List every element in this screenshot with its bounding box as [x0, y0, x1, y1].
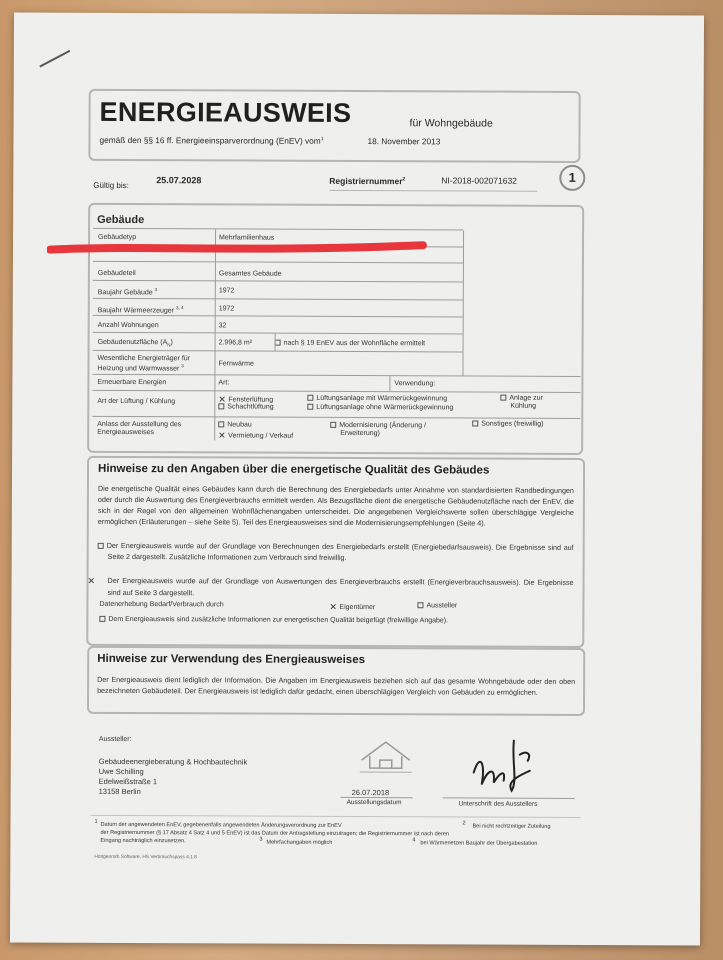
- checkbox-icon: [417, 602, 423, 608]
- building-section-title: Gebäude: [97, 213, 145, 227]
- label-ventilation: Art der Lüftung / Kühlung: [97, 397, 176, 406]
- footnote-1-number: 1: [94, 818, 98, 825]
- notes-title: Hinweise zu den Angaben über die energetische Qualität des Gebäudes: [98, 462, 490, 477]
- x-mark-icon: ✕: [329, 601, 338, 612]
- value-year-heater: 1972: [218, 305, 235, 313]
- company-stamp-icon: [356, 736, 416, 776]
- valid-date: 25.07.2028: [156, 175, 202, 186]
- registration-label: Registriernummer$^2$: [329, 175, 406, 187]
- option-window-ventilation: ✕ Fensterlüftung: [218, 394, 274, 405]
- issuer-line: 13158 Berlin: [98, 786, 141, 797]
- value-year-building: 1972: [218, 287, 235, 295]
- software-credit: Hottgenroth Software, HS Verbrauchspass 4.1.8: [94, 854, 197, 861]
- signature-label: Unterschrift des Ausstellers: [458, 800, 538, 808]
- law-reference: gemäß den §§ 16 ff. Energieeinsparverordnung (EnEV) vom$^1$: [99, 134, 324, 146]
- footnote-1: Datum der angewendeten EnEV, gegebenenfalls angewendeten Änderungsverordnung zur EnEV: [100, 821, 342, 829]
- usage-title: Hinweise zur Verwendung des Energieausweises: [97, 652, 366, 667]
- issue-date: 26.07.2018: [351, 787, 390, 798]
- checkbox-icon: [307, 395, 313, 401]
- checkbox-icon: [98, 543, 104, 549]
- label-energy-carrier: Wesentliche Energieträger für Heizung und Warmwasser $^3$: [97, 354, 191, 373]
- document-title: ENERGIEAUSWEIS: [99, 96, 352, 128]
- redaction-marker-icon: [47, 239, 427, 257]
- checkbox-icon: [307, 404, 313, 410]
- value-building-part: Gesamtes Gebäude: [218, 270, 282, 278]
- checkbox-icon: [472, 421, 478, 427]
- footnote-4: bei Wärmenetzen Baujahr der Übergabestation: [420, 840, 538, 847]
- checkbox-icon: [99, 616, 105, 622]
- label-year-heater: Baujahr Wärmeerzeuger $^{3, 4}$: [97, 305, 184, 315]
- document-subtitle: für Wohngebäude: [409, 117, 493, 130]
- value-apartments: 32: [218, 322, 227, 330]
- footnote-2-number: 2: [462, 820, 466, 827]
- footnote-2: Bei nicht rechtzeitiger Zuteilung: [472, 823, 551, 830]
- x-mark-icon: ✕: [218, 394, 226, 405]
- value-renewable-use: Verwendung:: [394, 380, 436, 388]
- issue-date-label: Ausstellungsdatum: [346, 798, 402, 807]
- x-mark-icon: ✕: [87, 575, 96, 586]
- option-demand-certificate: Der Energieausweis wurde auf der Grundlage von Berechnungen des Energiebedarfs erstellt (Energiebedarfsausweis). Die Ergebnisse sind auf Seite 2 dargestellt. Zusätzliche Informationen zum Verbrauch sind freiwillig.: [98, 540, 574, 564]
- x-mark-icon: ✕: [218, 430, 226, 441]
- option-issuer: Aussteller: [417, 602, 457, 611]
- signature-icon: [466, 732, 546, 796]
- issuer-label: Aussteller:: [98, 735, 132, 744]
- checkbox-icon: [500, 395, 506, 401]
- option-shaft-ventilation: Schachtlüftung: [218, 403, 273, 412]
- checkbox-icon: [330, 422, 336, 428]
- option-new-build: Neubau: [218, 421, 252, 430]
- option-ventilation-heat-recovery: Lüftungsanlage mit Wärmerückgewinnung: [307, 395, 447, 404]
- label-building-part: Gebäudeteil: [97, 269, 136, 278]
- value-floor-area: 2.996,8 m²: [218, 339, 253, 347]
- notes-paragraph: Die energetische Qualität eines Gebäudes kann durch die Berechnung des Energiebedarfs unter Annahme von standardisierten Randbedingungen oder durch die Auswertung des Energieverbrauchs ermittelt werden. Als Bezugsfläche dient die energetische Gebäudenutzfläche nach der EnEV, die sich in der Regel von den allgemeinen Wohnflächenangaben unterscheidet. Die angegebenen Vergleichswerte sollen überschlägige Vergleiche ermöglichen (Erläuterungen – siehe Seite 5). Teil des Energieausweises sind die Modernisierungsempfehlungen (Seite 4).: [97, 483, 574, 528]
- value-renewable-kind: Art:: [218, 379, 230, 387]
- option-rental-sale: ✕ Vermietung / Verkauf: [218, 430, 294, 441]
- law-date: 18. November 2013: [367, 136, 441, 147]
- energy-certificate-page: [10, 12, 704, 945]
- label-reason: Anlass der Ausstellung des Energieausweises: [97, 420, 182, 437]
- checkbox-icon: [218, 403, 224, 409]
- pen-mark-icon: [36, 45, 76, 75]
- value-energy-carrier: Fernwärme: [218, 360, 254, 368]
- page-number: 1: [559, 165, 585, 191]
- issuer-line: Uwe Schilling: [98, 766, 144, 777]
- label-floor-area: Gebäudenutzfläche $(A_N)$: [97, 338, 173, 348]
- label-apartments: Anzahl Wohnungen: [97, 321, 159, 330]
- label-building-type: Gebäudetyp: [98, 233, 137, 242]
- footnote-3-number: 3: [259, 836, 263, 843]
- option-consumption-certificate: ✕ Der Energieausweis wurde auf der Grundlage von Auswertungen des Energieverbrauchs erstellt (Energieverbrauchsausweis). Die Ergebnisse sind auf Seite 3 dargestellt.: [87, 575, 574, 598]
- option-area-calc: nach § 19 EnEV aus der Wohnfläche ermittelt: [275, 340, 426, 349]
- option-owner: ✕ Eigentümer: [329, 601, 376, 612]
- label-renewable: Erneuerbare Energien: [97, 378, 167, 387]
- footnote-4-number: 4: [412, 837, 416, 844]
- option-cooling: Anlage zur Kühlung: [500, 395, 556, 412]
- checkbox-icon: [218, 421, 224, 427]
- footnote-2-cont: der Registriernummer (§ 17 Absatz 4 Satz 4 und 5 EnEV) ist das Datum der Antragstellung einzutragen; die Registriernummer ist nach deren: [100, 829, 450, 838]
- issuer-line: Gebäudeenergieberatung & Hochbautechnik: [98, 756, 248, 767]
- option-modernisation: Modernisierung (Änderung / Erweiterung): [330, 422, 440, 439]
- registration-number: NI-2018-002071632: [441, 175, 517, 186]
- option-other: Sonstiges (freiwillig): [472, 421, 552, 430]
- data-collection-label: Datenerhebung Bedarf/Verbrauch durch: [99, 600, 224, 609]
- usage-text: Der Energieausweis dient lediglich der Information. Die Angaben im Energieausweis beziehen sich auf das gesamte Wohngebäude oder den oben bezeichneten Gebäudeteil. Der Energieausweis ist lediglich dafür gedacht, einen überschlägigen Vergleich von Gebäuden zu ermöglichen.: [97, 674, 576, 697]
- label-year-building: Baujahr Gebäude $^3$: [97, 287, 158, 297]
- value-building-type: Mehrfamilienhaus: [219, 234, 275, 242]
- footnote-3: Mehrfachangaben möglich: [266, 839, 333, 846]
- footnote-2-end: Eingang nachträglich einzusetzen.: [100, 837, 186, 845]
- option-extra-info: Dem Energieausweis sind zusätzliche Informationen zur energetischen Qualität beigefügt (freiwillige Angabe).: [99, 616, 448, 626]
- option-ventilation-no-heat-recovery: Lüftungsanlage ohne Wärmerückgewinnung: [307, 404, 453, 413]
- issuer-line: Edelweißstraße 1: [98, 776, 158, 787]
- valid-label: Gültig bis:: [93, 180, 129, 191]
